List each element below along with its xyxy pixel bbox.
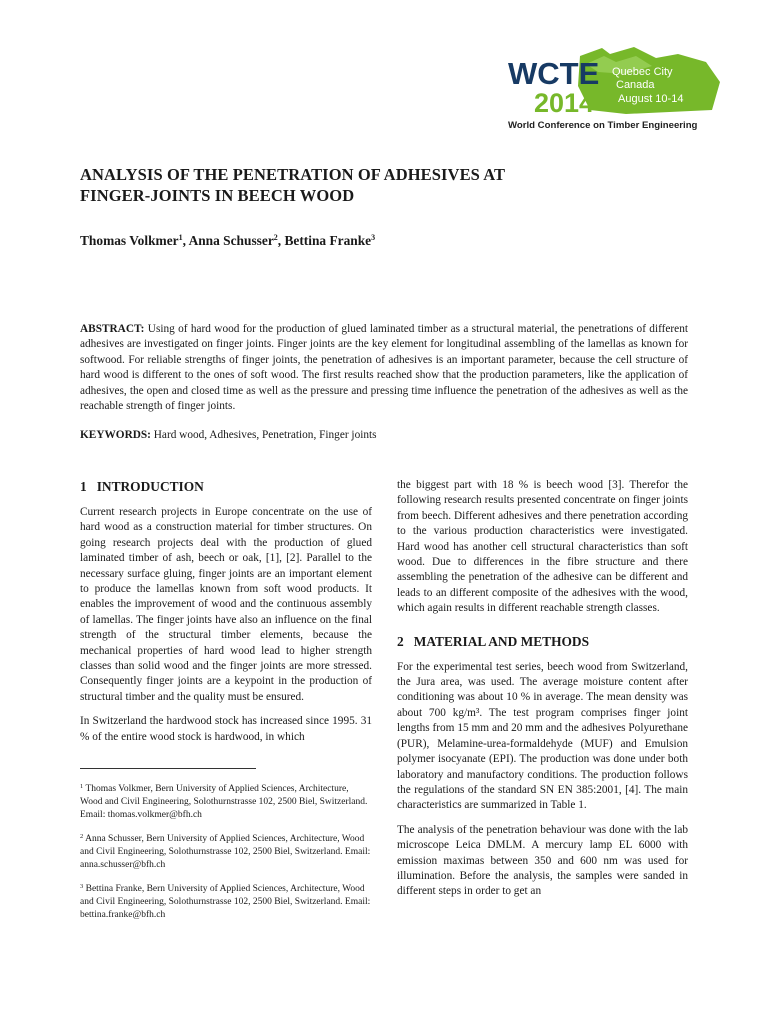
- logo-acronym: WCTE: [508, 56, 600, 91]
- author: Bettina Franke$^3$: [284, 233, 376, 248]
- abstract-label: ABSTRACT:: [80, 323, 145, 335]
- methods-paragraph-1: For the experimental test series, beech wood from Switzerland, the Jura area, was used. The average moisture content after conditioning was about 10 % in average. The mean density was about 700 kg/m³. The test program comprises finger joint lengths from 15 mm and 20 mm and the adhesives Polyurethane (PUR), Melamine-urea-formaldehyde (MUF) and Emulsion polymer isocyanate (EPI). The production was done under both laboratory and manufactory conditions. The production follows the regulations of the standard SN EN 385:2001, [4]. The main characteristics are summarized in Table 1.: [397, 660, 688, 812]
- title-line-2: FINGER-JOINTS IN BEECH WOOD: [80, 186, 355, 205]
- intro-paragraph-1: Current research projects in Europe concentrate on the use of hard wood as a construction material for timber structures. On going research projects deal with the production of glued laminated timber of ash, beech or oak, [1], [2]. Parallel to the necessary surface gluing, finger joints are an important element to produce the lamellas known from soft wood products. It enables the improvement of wood and the continuous assembly of lamellas. The finger joints have also an influence on the final strength of the structural timber elements, because the mechanical properties of hard wood lead to higher strength classes than solid wood and the finger joints are more stressed. Consequently finger joints are a keypoint in the production of structural timber and the quality must be ensured.: [80, 506, 372, 703]
- footnotes: [80, 780, 372, 930]
- logo-subtitle: World Conference on Timber Engineering: [508, 120, 698, 131]
- author: Anna Schusser$^2$,: [188, 233, 285, 248]
- section-number: 2: [397, 633, 404, 649]
- left-column: [80, 478, 372, 754]
- section-title: MATERIAL AND METHODS: [413, 633, 590, 649]
- footnote: $^3$ Bettina Franke, Bern University of Applied Sciences, Architecture, Wood and Civil Engineering, Solothurnstrasse 102, 2500 Biel, Switzerland. Email: bettina.franke@bfh.ch: [80, 883, 371, 920]
- conference-logo: [506, 44, 724, 136]
- author: Thomas Volkmer$^1$,: [80, 233, 189, 248]
- intro-paragraph-2-continued: the biggest part with 18 % is beech wood [3]. Therefor the following research results presented concentrate on finger joints from beech. Different adhesives and there penetration according to the various production characteristics were investigated. Hard wood has another cell structural characteristics than soft wood. Due to differences in the fibre structure and there assembling the penetration of the adhesive can be different and leads to an different composite of the adhesives with the wood, which again results in different reachable strength classes.: [397, 479, 688, 615]
- abstract: [80, 322, 688, 414]
- footnote: $^2$ Anna Schusser, Bern University of Applied Sciences, Architecture, Wood and Civil Engineering, Solothurnstrasse 102, 2500 Biel, Switzerland. Email: anna.schusser@bfh.ch: [80, 833, 371, 870]
- footnote: $^1$ Thomas Volkmer, Bern University of Applied Sciences, Architecture, Wood and Civil Engineering, Solothurnstrasse 102, 2500 Biel, Switzerland. Email: thomas.volkmer@bfh.ch: [80, 783, 368, 820]
- author-footnote-mark: 2: [273, 233, 278, 242]
- keywords-text: Hard wood, Adhesives, Penetration, Finger joints: [153, 429, 377, 441]
- methods-paragraph-2: The analysis of the penetration behaviour was done with the lab microscope Leica DMLM. A mercury lamp EL 6000 with emission maximas between 350 and 600 nm was used for illumination. Before the analysis, the samples were sanded in different steps in order to get an: [397, 823, 688, 898]
- author-list: [80, 233, 375, 249]
- right-column: [397, 478, 688, 909]
- abstract-text: Using of hard wood for the production of glued laminated timber as a structural material, the penetrations of different adhesives are investigated on finger joints. Finger joints are the key element for longitudinal assembling of the lamellas as known for softwood. For reliable strengths of finger joints, the penetration of adhesives is an important parameter, because the cell structure of hard wood is different to the ones of soft wood. The first results reached show that the production parameters, like the application of adhesives, the open and closed time as well as the pressure and pressing time influence the penetration of the adhesives as well as the reachable strength of finger joints.: [80, 323, 688, 413]
- footnote-rule: [80, 768, 256, 769]
- intro-paragraph-2: In Switzerland the hardwood stock has increased since 1995. 31 % of the entire wood stock is hardwood, in which: [80, 715, 372, 743]
- keywords: [80, 428, 688, 443]
- logo-place-city: Quebec City: [612, 66, 673, 78]
- logo-place-country: Canada: [616, 79, 655, 91]
- paper-title: [80, 164, 640, 206]
- section-title: INTRODUCTION: [96, 479, 204, 494]
- section-number: 1: [80, 479, 87, 494]
- section-heading-material-and-methods: [397, 633, 688, 650]
- author-footnote-mark: 1: [178, 233, 183, 242]
- author-footnote-mark: 3: [371, 233, 376, 242]
- section-heading-introduction: [80, 478, 372, 495]
- keywords-label: KEYWORDS:: [80, 429, 151, 441]
- logo-dates: August 10-14: [618, 93, 684, 105]
- logo-year: 2014: [534, 88, 595, 118]
- wcte-logo-graphic: [506, 44, 724, 122]
- title-line-1: ANALYSIS OF THE PENETRATION OF ADHESIVES AT: [80, 165, 506, 184]
